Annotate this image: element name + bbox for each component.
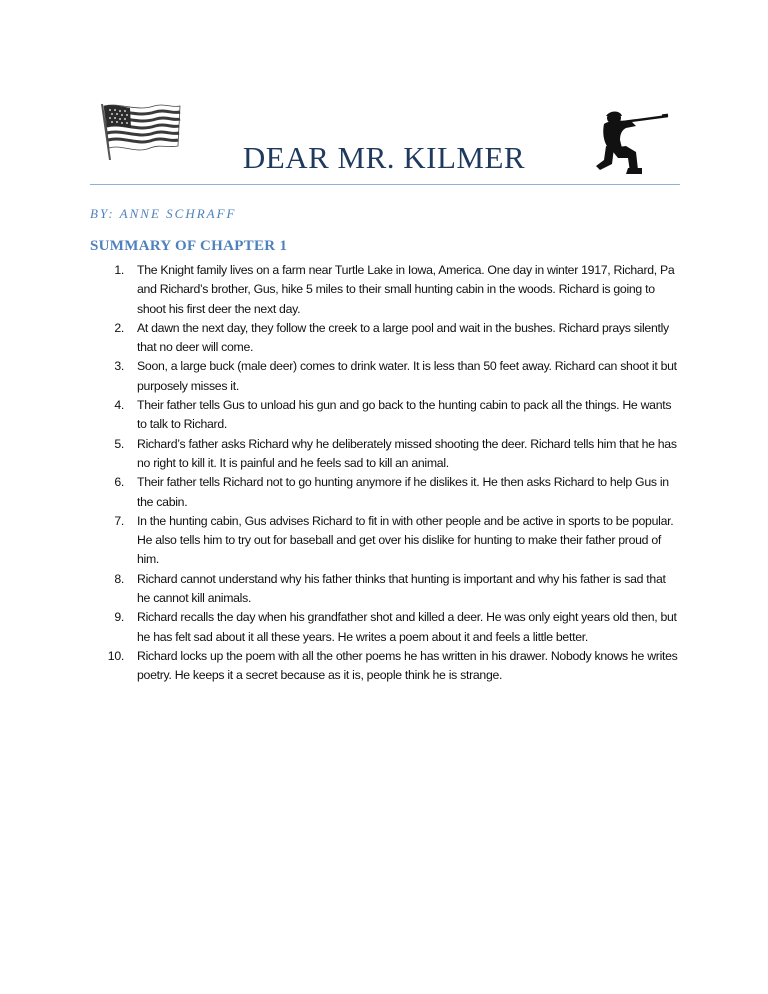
list-item bbox=[90, 512, 680, 570]
list-item-number: 5. bbox=[114, 436, 124, 451]
list-item bbox=[90, 435, 680, 474]
list-item-text: The Knight family lives on a farm near Turtle Lake in Iowa, America. One day in winter 1917, Richard, Pa and Richard’s brother, Gus, hike 5 miles to their small hunting cabin in the woods. Richard is going to shoot his first deer the next day. bbox=[137, 263, 675, 316]
list-item bbox=[90, 261, 680, 319]
summary-list bbox=[90, 261, 680, 686]
list-item bbox=[90, 319, 680, 358]
list-item-text: Their father tells Richard not to go hunting anymore if he dislikes it. He then asks Richard to help Gus in the cabin. bbox=[137, 475, 669, 509]
list-item-text: Their father tells Gus to unload his gun and go back to the hunting cabin to pack all the things. He wants to talk to Richard. bbox=[137, 398, 672, 432]
title-divider bbox=[90, 184, 680, 185]
list-item bbox=[90, 357, 680, 396]
list-item bbox=[90, 473, 680, 512]
list-item-text: In the hunting cabin, Gus advises Richard to fit in with other people and be active in sports to be popular. He also tells him to try out for baseball and get over his dislike for hunting to make their father proud of him. bbox=[137, 513, 674, 567]
list-item-text: Richard locks up the poem with all the other poems he has written in his drawer. Nobody knows he writes poetry. He keeps it a secret because as it is, people think he is strange. bbox=[137, 648, 678, 683]
list-item-text: Soon, a large buck (male deer) comes to drink water. It is less than 50 feet away. Richard can shoot it but purposely misses it. bbox=[137, 359, 677, 393]
list-item-number: 7. bbox=[114, 513, 124, 528]
list-item-number: 8. bbox=[114, 571, 124, 586]
list-item-number: 1. bbox=[114, 263, 124, 277]
list-item-number: 2. bbox=[114, 320, 124, 335]
document-title: DEAR MR. KILMER bbox=[242, 140, 526, 175]
list-item-text: Richard’s father asks Richard why he deliberately missed shooting the deer. Richard tells him that he has no right to kill it. It is painful and he feels sad to kill an animal. bbox=[137, 436, 677, 470]
list-item bbox=[90, 647, 680, 686]
list-item-number: 3. bbox=[114, 359, 124, 374]
list-item-number: 4. bbox=[114, 398, 124, 413]
list-item-number: 9. bbox=[114, 610, 124, 625]
list-item bbox=[90, 608, 680, 647]
list-item-number: 10. bbox=[107, 648, 124, 663]
list-item-number: 6. bbox=[114, 475, 124, 490]
list-item-text: Richard cannot understand why his father thinks that hunting is important and why his father is sad that he cannot kill animals. bbox=[137, 571, 666, 606]
author-line: BY: ANNE SCHRAFF bbox=[90, 206, 237, 221]
section-heading: SUMMARY OF CHAPTER 1 bbox=[90, 238, 288, 254]
list-item-text: At dawn the next day, they follow the creek to a large pool and wait in the bushes. Richard prays silently that no deer will come. bbox=[137, 320, 669, 355]
list-item bbox=[90, 570, 680, 609]
list-item bbox=[90, 396, 680, 435]
list-item-text: Richard recalls the day when his grandfather shot and killed a deer. He was only eight years old then, but he has felt sad about it all these years. He writes a poem about it and feels a little better. bbox=[137, 610, 677, 644]
